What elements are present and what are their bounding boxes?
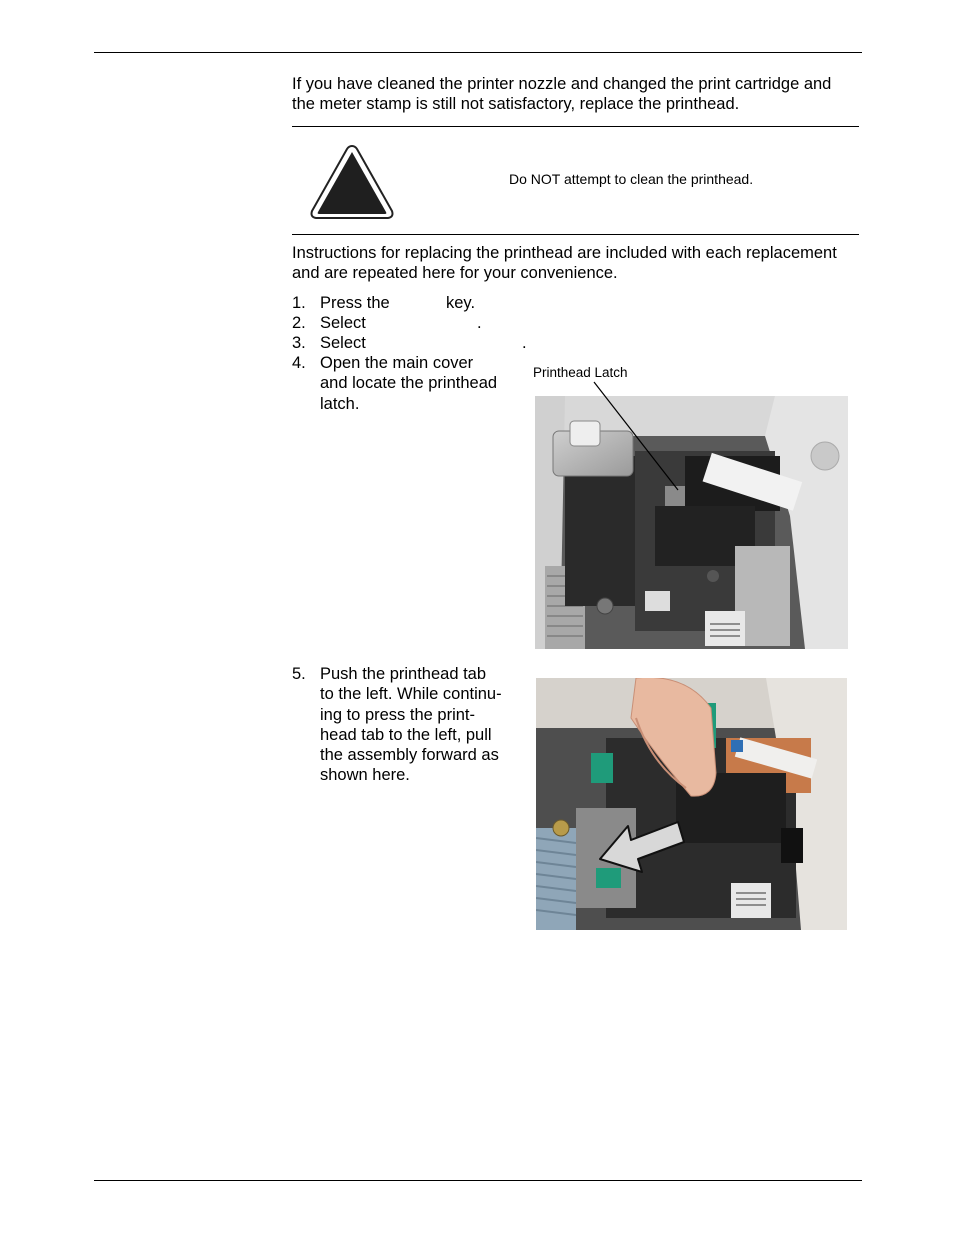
step-line: to the left. While continu-: [320, 685, 502, 704]
step-line: Open the main cover: [320, 354, 474, 372]
step-text: .: [522, 334, 527, 352]
caution-bottom-rule: [292, 234, 859, 235]
caution-top-rule: [292, 126, 859, 127]
hand-pushing-printhead-tab-photo: [536, 678, 847, 930]
step-number: 5.: [292, 665, 306, 683]
instructions-line-2: and are repeated here for your convenience.: [292, 264, 618, 282]
step-text: [320, 664, 502, 786]
step-line: Push the printhead tab: [320, 665, 487, 683]
arrow-left-icon: [598, 814, 688, 874]
footer-rule: [94, 1180, 862, 1181]
header-rule: [94, 52, 862, 53]
printer-open-cover-photo: [535, 396, 848, 649]
step-1: [292, 293, 592, 314]
step-text: Select: [320, 334, 366, 352]
step-number: 4.: [292, 354, 306, 372]
step-text: Press the: [320, 294, 390, 312]
printhead-latch-callout: Printhead Latch: [533, 365, 628, 380]
step-text: .: [477, 314, 482, 332]
step-line: ing to press the print-: [320, 705, 475, 724]
step-line: the assembly forward as: [320, 746, 499, 765]
caution-text: Do NOT attempt to clean the printhead.: [509, 171, 754, 187]
step-line: shown here.: [320, 766, 410, 785]
instructions-line-1: Instructions for replacing the printhead are included with each replacement: [292, 244, 837, 262]
step-2: [292, 313, 592, 334]
step-number: 3.: [292, 334, 306, 352]
callout-leader-line: [590, 380, 690, 495]
step-line: and locate the printhead: [320, 374, 498, 393]
step-5: [292, 664, 522, 788]
step-4: [292, 353, 522, 415]
intro-line-2: the meter stamp is still not satisfactory, replace the printhead.: [292, 95, 740, 113]
step-number: 1.: [292, 294, 306, 312]
step-line: latch.: [320, 394, 360, 413]
step-3: [292, 333, 592, 354]
step-number: 2.: [292, 314, 306, 332]
intro-line-1: If you have cleaned the printer nozzle and changed the print cartridge and: [292, 75, 832, 93]
warning-triangle-icon: [308, 143, 396, 221]
step-text: key.: [446, 294, 476, 312]
step-text: [320, 353, 497, 414]
step-text: Select: [320, 314, 366, 332]
step-line: head tab to the left, pull: [320, 725, 492, 744]
